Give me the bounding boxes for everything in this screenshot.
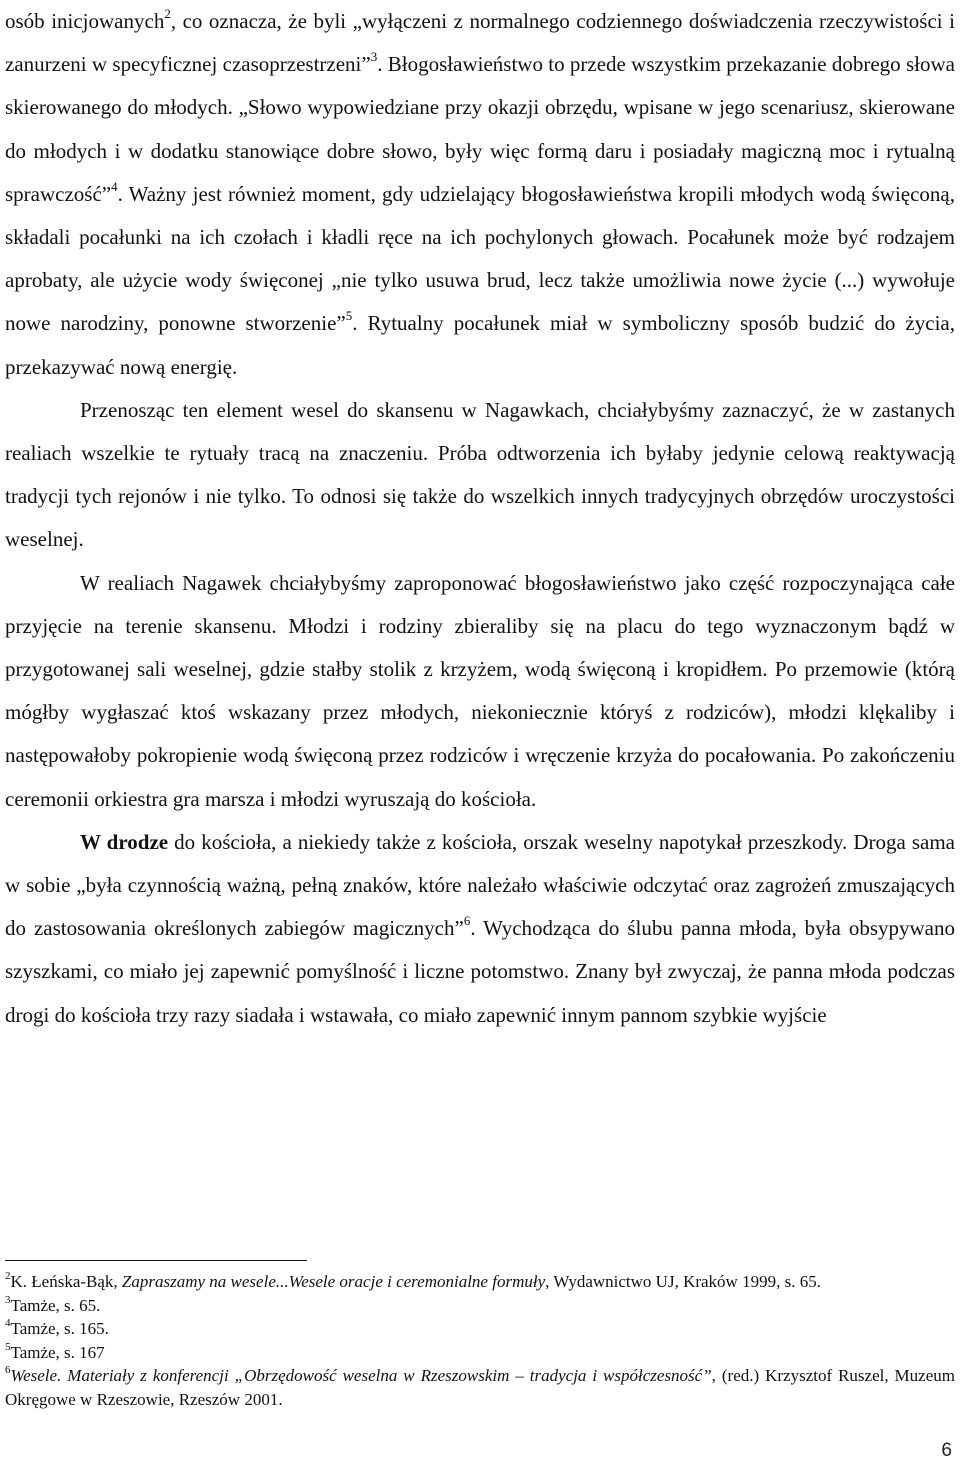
body-text (5, 0, 955, 1037)
footnote-2: $^2$K. Łeńska-Bąk, Zapraszamy na wesele...Wesele oracje i ceremonialne formuły, Wydawnictwo UJ, Kraków 1999, s. 65. (5, 1270, 821, 1291)
footnote-5: $^5$Tamże, s. 167 (5, 1340, 105, 1362)
footnotes (5, 1270, 955, 1411)
page-number: 6 (941, 1440, 952, 1461)
page-content (5, 0, 955, 1037)
footnote-6: $^6$Wesele. Materiały z konferencji „Obrzędowość weselna w Rzeszowskim – tradycja i współczesność”, (red.) Krzysztof Ruszel, Muzeum Okręgowe w Rzeszowie, Rzeszów 2001. (5, 1364, 955, 1409)
footnote-4: $^4$Tamże, s. 165. (5, 1317, 109, 1338)
footnote-separator (5, 1260, 307, 1261)
footnote-ref[interactable]: 6 (463, 913, 471, 929)
paragraph-blessing: osób inicjowanych$^2$, co oznacza, że byli „wyłączeni z normalnego codziennego doświadczenia rzeczywistości i zanurzeni w specyficznej czasoprzestrzeni”$^3$. Błogosławieństwo to przede wszystkim przekazanie dobrego słowa skierowanego do młodych. „Słowo wypowiedziane przy okazji obrzędu, wpisane w jego scenariusz, skierowane do młodych i w dodatku stanowiące dobre słowo, były więc formą daru i posiadały magiczną moc i rytualną sprawczość”$^4$. Ważny jest również moment, gdy udzielający błogosławieństwa kropili młodych wodą święconą, składali pocałunki na ich czołach i kładli ręce na ich pochylonych głowach. Pocałunek może być rodzajem aprobaty, ale użycie wody święconej „nie tylko usuwa brud, lecz także umożliwia nowe życie (...) wywołuje nowe narodziny, ponowne stworzenie”$^5$. Rytualny pocałunek miał w symboliczny sposób budzić do życia, przekazywać nową energię. (5, 6, 955, 379)
paragraph-skansen: Przenosząc ten element wesel do skansenu w Nagawkach, chciałybyśmy zaznaczyć, że w zastanych realiach wszelkie te rytuały tracą na znaczeniu. Próba odtworzenia ich byłaby jedynie celową reaktywacją tradycji tych rejonów i nie tylko. To odnosi się także do wszelkich innych tradycyjnych obrzędów uroczystości weselnej. (5, 397, 955, 552)
bold-heading: W drodze (80, 829, 169, 854)
footnote-ref[interactable]: 5 (345, 308, 353, 324)
footnote-ref[interactable]: 4 (111, 178, 118, 194)
footnote-ref[interactable]: 2 (164, 6, 171, 21)
paragraph-road: W drodze do kościoła, a niekiedy także z kościoła, orszak weselny napotykał przeszkody. Droga sama w sobie „była czynnością ważną, pełną znaków, które należało właściwie odczytać oraz zagrożeń zmuszających do zastosowania określonych zabiegów magicznych”$^6$. Wychodząca do ślubu panna młoda, była obsypywano szyszkami, co miało jej zapewnić pomyślność i liczne potomstwo. Znany był zwyczaj, że panna młoda podczas drogi do kościoła trzy razy siadała i wstawała, co miało zapewnić innym pannom szybkie wyjście (5, 829, 955, 1027)
paragraph-nagawki: W realiach Nagawek chciałybyśmy zaproponować błogosławieństwo jako część rozpoczynająca całe przyjęcie na terenie skansenu. Młodzi i rodziny zbieraliby się na placu do tego wyznaczonym bądź w przygotowanej sali weselnej, gdzie stałby stolik z krzyżem, wodą święconą i kropidłem. Po przemowie (którą mógłby wygłaszać ktoś wskazany przez młodych, niekoniecznie któryś z rodziców), młodzi klękaliby i następowałoby pokropienie wodą święconą przez rodziców i wręczenie krzyża do pocałowania. Po zakończeniu ceremonii orkiestra gra marsza i młodzi wyruszają do kościoła. (5, 570, 955, 811)
footnote-ref[interactable]: 3 (370, 49, 378, 65)
footnote-3: $^3$Tamże, s. 65. (5, 1293, 101, 1315)
